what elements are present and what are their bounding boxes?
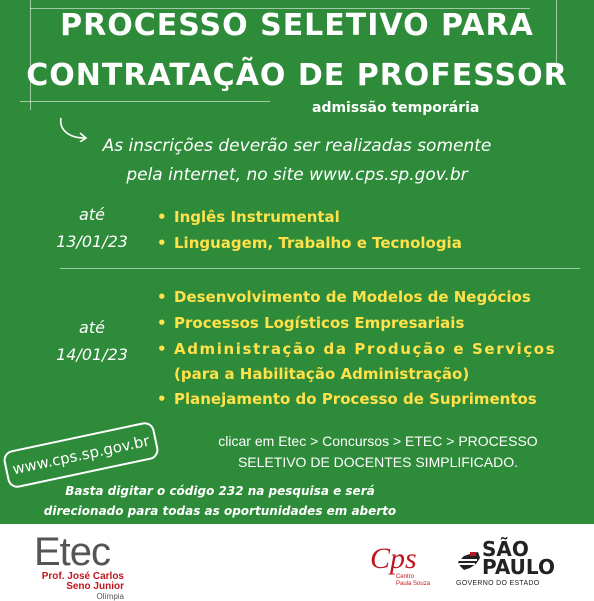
sp-government-label: GOVERNO DO ESTADO: [456, 580, 540, 587]
note-line-2: direcionado para todas as oportunidades em aberto: [43, 504, 397, 518]
etec-school-line-2: Seno Junior: [66, 581, 124, 592]
info-line-1: As inscrições deverão ser realizadas somente: [102, 136, 492, 156]
deadline-1: [52, 205, 132, 251]
course-label: Linguagem, Trabalho e Tecnologia: [174, 234, 462, 252]
deadline-1-label: até: [79, 205, 105, 224]
course-label: Desenvolvimento de Modelos de Negócios: [174, 288, 531, 306]
registration-info: [60, 132, 534, 190]
footer-logos: [0, 524, 594, 601]
instructions-line-1: clicar em Etec > Concursos > ETEC > PROCESSO: [218, 433, 538, 449]
cps-sub-line-1: Centro: [396, 574, 415, 580]
etec-school-line-1: Prof. José Carlos: [41, 571, 124, 582]
deadline-2-label: até: [79, 318, 105, 337]
etec-city: Olímpia: [96, 592, 124, 601]
course-label: Inglês Instrumental: [174, 208, 340, 226]
course-item: • Desenvolvimento de Modelos de Negócios: [157, 288, 531, 306]
sp-line-1: SÃO: [482, 537, 529, 561]
course-list-2: [157, 284, 556, 412]
cps-sub-line-2: Paula Souza: [396, 581, 431, 587]
course-label: Processos Logísticos Empresariais: [174, 314, 465, 332]
title-line-1: PROCESSO SELETIVO PARA: [60, 8, 534, 43]
website-badge: www.cps.sp.gov.br: [2, 420, 161, 489]
search-code-note: [10, 481, 430, 521]
course-item: • Linguagem, Trabalho e Tecnologia: [157, 234, 462, 252]
chalk-line-mid: [20, 101, 270, 102]
cps-logo: [370, 544, 430, 588]
subtitle: admissão temporária: [312, 100, 480, 116]
course-note: (para a Habilitação Administração): [174, 365, 470, 383]
instructions-line-2: SELETIVO DE DOCENTES SIMPLIFICADO.: [237, 454, 519, 470]
deadline-1-date: 13/01/23: [56, 232, 128, 251]
info-line-2: pela internet, no site www.cps.sp.gov.br: [126, 165, 468, 185]
cps-logo-word: Cps: [370, 542, 417, 575]
sp-line-2: PAULO: [482, 555, 555, 579]
note-line-1: Basta digitar o código 232 na pesquisa e será: [65, 484, 375, 498]
navigation-instructions: [178, 431, 578, 473]
title-line-2: CONTRATAÇÃO DE PROFESSOR: [26, 58, 568, 93]
etec-logo: [34, 532, 134, 601]
course-item: • Processos Logísticos Empresariais: [157, 314, 465, 332]
sp-map-icon: [456, 550, 482, 572]
course-label: Planejamento do Processo de Suprimentos: [174, 390, 537, 408]
divider-line: [60, 268, 580, 269]
course-label: Administração da Produção e Serviços: [174, 340, 557, 358]
sp-logo-text: [482, 537, 555, 579]
course-item: • Planejamento do Processo de Suprimentos: [157, 390, 537, 408]
course-item: • Administração da Produção e Serviços (para a Habilitação Administração): [157, 336, 556, 386]
deadline-2-date: 14/01/23: [56, 345, 128, 364]
deadline-2: [52, 318, 132, 364]
etec-logo-word: Etec: [34, 530, 111, 574]
course-item: • Inglês Instrumental: [157, 208, 340, 226]
course-list-1: [157, 204, 462, 256]
